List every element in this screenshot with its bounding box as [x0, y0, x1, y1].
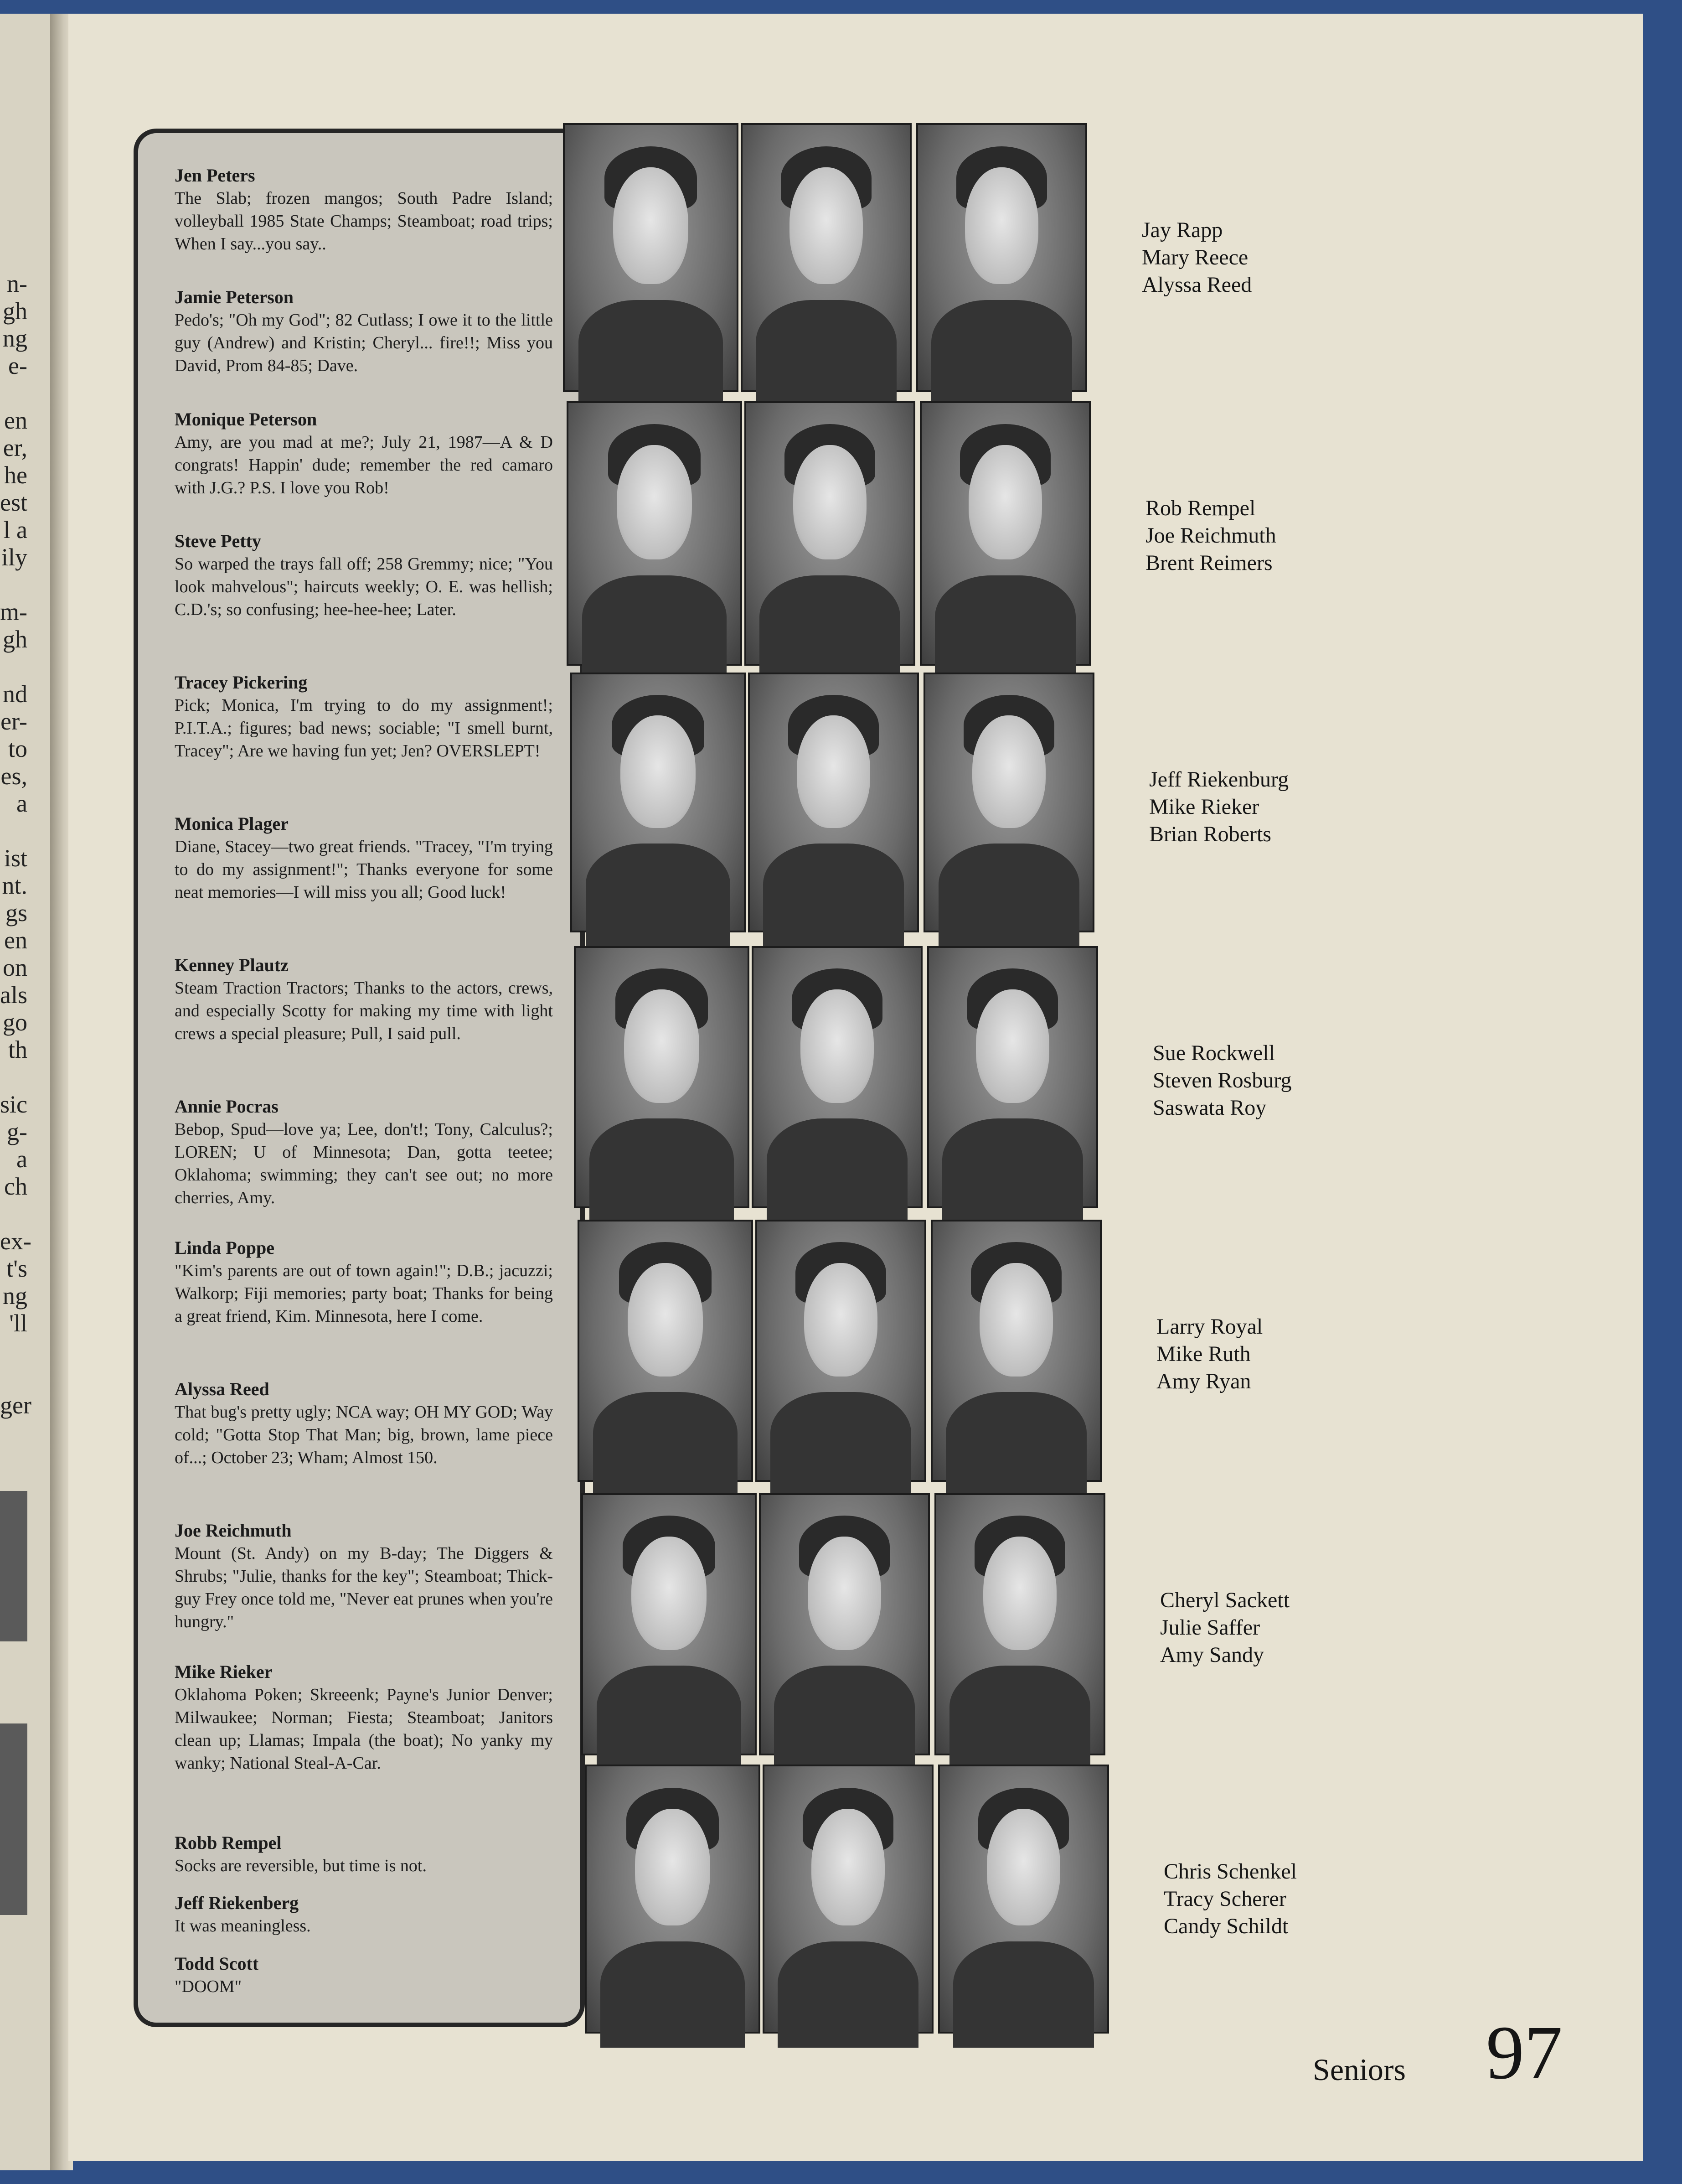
student-quote: Pedo's; "Oh my God"; 82 Cutlass; I owe it to the little guy (Andrew) and Kristin; Cheryl... fire!!; Miss you David, Prom 84-85; Dave. [175, 311, 553, 375]
facing-page-text-fragment: th [8, 1036, 27, 1063]
portrait-name: Jeff Riekenburg [1149, 767, 1289, 792]
facing-page-text-fragment: a [16, 1145, 27, 1173]
facing-page-text-fragment: l a [3, 516, 27, 543]
portrait-name: Mike Ruth [1156, 1342, 1251, 1366]
portrait-name: Cheryl Sackett [1160, 1588, 1290, 1612]
quote-entry [175, 1095, 553, 1209]
facing-page-text-fragment: e- [8, 352, 27, 379]
facing-page-text-fragment: er, [3, 434, 27, 461]
quote-entry [175, 813, 553, 904]
student-quote: Amy, are you mad at me?; July 21, 1987—A & D congrats! Happin' dude; remember the red camaro with J.G.? P.S. I love you Rob! [175, 433, 553, 497]
portrait-name: Alyssa Reed [1142, 273, 1252, 297]
student-name: Robb Rempel [175, 1832, 282, 1853]
page-number: 97 [1486, 2010, 1563, 2095]
student-name: Alyssa Reed [175, 1379, 269, 1399]
student-name: Annie Pocras [175, 1096, 279, 1117]
facing-page-text-fragment: es, [0, 762, 27, 790]
student-quote: It was meaningless. [175, 1916, 311, 1936]
facing-page-text-fragment: on [3, 954, 27, 981]
portrait-names [1164, 1858, 1297, 1940]
portrait-name: Mary Reece [1142, 245, 1249, 269]
section-label: Seniors [1313, 2052, 1406, 2087]
student-portrait [744, 401, 915, 666]
student-quote: So warped the trays fall off; 258 Gremmy; nice; "You look mahvelous"; haircuts weekly; O. E. was hellish; C.D.'s; so confusing; hee-hee-hee; Later. [175, 554, 553, 619]
student-portrait [755, 1220, 926, 1482]
quote-entry [175, 164, 553, 255]
facing-page-photo-fragment [0, 1491, 27, 1641]
student-portrait [570, 673, 746, 932]
portrait-name: Rob Rempel [1145, 496, 1256, 520]
portrait-name: Larry Royal [1156, 1315, 1263, 1339]
student-quote: Socks are reversible, but time is not. [175, 1856, 427, 1875]
student-name: Steve Petty [175, 531, 261, 551]
student-quote: Steam Traction Tractors; Thanks to the actors, crews, and especially Scotty for making my time with light crews a special pleasure; Pull, I said pull. [175, 978, 553, 1043]
portrait-name: Amy Ryan [1156, 1369, 1251, 1393]
student-portrait [934, 1493, 1105, 1755]
quote-entry [175, 530, 553, 621]
student-portrait [916, 123, 1087, 392]
portrait-name: Steven Rosburg [1153, 1068, 1292, 1092]
portrait-names [1149, 766, 1289, 848]
facing-page-text-fragment: he [4, 461, 27, 489]
facing-page-text-fragment: gh [3, 626, 27, 653]
student-name: Mike Rieker [175, 1661, 273, 1682]
student-portrait [567, 401, 742, 666]
senior-quotes-box [134, 129, 585, 2027]
student-portrait [931, 1220, 1102, 1482]
student-quote: That bug's pretty ugly; NCA way; OH MY GOD; Way cold; "Gotta Stop That Man; big, brown, lame piece of...; October 23; Wham; Almost 150. [175, 1403, 553, 1467]
yearbook-page [68, 14, 1643, 2161]
portrait-names [1145, 495, 1276, 577]
student-portrait [748, 673, 919, 932]
student-portrait [563, 123, 738, 392]
facing-page-text-fragment: est [0, 489, 27, 516]
portrait-name: Tracy Scherer [1164, 1887, 1286, 1911]
student-name: Joe Reichmuth [175, 1520, 292, 1541]
portrait-name: Brian Roberts [1149, 822, 1271, 846]
facing-page-text-fragment: gh [3, 297, 27, 325]
facing-page-text-fragment: to [8, 735, 27, 762]
facing-page-text-fragment: ch [4, 1173, 27, 1200]
quote-entry [175, 1892, 553, 1937]
student-portrait [585, 1765, 760, 2034]
facing-page-text-fragment: n- [7, 270, 27, 297]
quote-entry [175, 1832, 553, 1877]
student-name: Monique Peterson [175, 409, 317, 430]
facing-page-text-fragment: als [0, 981, 27, 1009]
portrait-name: Amy Sandy [1160, 1643, 1264, 1667]
student-quote: Pick; Monica, I'm trying to do my assignment!; P.I.T.A.; figures; bad news; sociable; "I smell burnt, Tracey"; Are we having fun yet; Jen? OVERSLEPT! [175, 696, 553, 761]
facing-page-text-fragment: ger [0, 1392, 31, 1419]
facing-page-text-fragment: ist [4, 844, 27, 872]
student-name: Tracey Pickering [175, 672, 308, 693]
facing-page-text-fragment: m- [0, 598, 27, 626]
portrait-names [1153, 1040, 1291, 1122]
facing-page-text-fragment: 'll [9, 1309, 27, 1337]
facing-page-text-fragment: sic [0, 1091, 27, 1118]
quote-entry [175, 1952, 553, 1998]
student-portrait [752, 946, 923, 1208]
quote-entry [175, 1519, 553, 1633]
facing-page-text-fragment: ex- [0, 1227, 31, 1255]
student-quote: Diane, Stacey—two great friends. "Tracey, "I'm trying to do my assignment!"; Thanks everyone for some neat memories—I will miss you all; Good luck! [175, 837, 553, 902]
student-quote: The Slab; frozen mangos; South Padre Island; volleyball 1985 State Champs; Steamboat; road trips; When I say...you say.. [175, 189, 553, 254]
facing-page-text-fragment: ily [1, 543, 27, 571]
quote-entry [175, 1237, 553, 1328]
student-quote: "Kim's parents are out of town again!"; D.B.; jacuzzi; Walkorp; Fiji memories; party boat; Thanks for being a great friend, Kim. Minnesota, here I come. [175, 1261, 553, 1326]
student-portrait [924, 673, 1094, 932]
quote-entry [175, 671, 553, 762]
student-portrait [578, 1220, 753, 1482]
student-name: Jen Peters [175, 165, 255, 186]
student-portrait [920, 401, 1091, 666]
student-portrait [938, 1765, 1109, 2034]
student-portrait [763, 1765, 934, 2034]
student-portrait [759, 1493, 930, 1755]
student-quote: Bebop, Spud—love ya; Lee, don't!; Tony, Calculus?; LOREN; U of Minnesota; Dan, gotta teetee; Oklahoma; swimming; they can't see out; no more cherries, Amy. [175, 1120, 553, 1207]
student-portrait [581, 1493, 757, 1755]
portrait-names [1156, 1313, 1263, 1395]
student-name: Jeff Riekenberg [175, 1893, 299, 1913]
portrait-names [1142, 217, 1252, 299]
portrait-names [1160, 1587, 1290, 1669]
portrait-name: Mike Rieker [1149, 795, 1259, 819]
facing-page-text-fragment: g- [7, 1118, 27, 1145]
facing-page-text-fragment: ng [3, 325, 27, 352]
student-name: Todd Scott [175, 1953, 259, 1974]
student-quote: Mount (St. Andy) on my B-day; The Diggers & Shrubs; "Julie, thanks for the key"; Steamboat; Thick-guy Frey once told me, "Never eat prunes when you're hungry." [175, 1544, 553, 1631]
student-quote: Oklahoma Poken; Skreeenk; Payne's Junior Denver; Milwaukee; Norman; Fiesta; Steamboat; Janitors clean up; Llamas; Impala (the boat); No yanky my wanky; National Steal-A-Car. [175, 1685, 553, 1773]
facing-page-text-fragment: a [16, 790, 27, 817]
facing-page-text-fragment: nt. [2, 872, 27, 899]
quote-entry [175, 286, 553, 377]
facing-page-text-fragment: nd [3, 680, 27, 708]
student-name: Linda Poppe [175, 1237, 274, 1258]
student-portrait [741, 123, 912, 392]
facing-page-text-fragment: en [4, 407, 27, 434]
portrait-name: Chris Schenkel [1164, 1859, 1297, 1884]
portrait-name: Brent Reimers [1145, 551, 1273, 575]
student-name: Jamie Peterson [175, 287, 294, 307]
facing-page-text-fragment: er- [0, 708, 27, 735]
quote-entry [175, 408, 553, 499]
facing-page-text-fragment: en [4, 926, 27, 954]
facing-page-text-fragment: t's [6, 1255, 27, 1282]
student-portrait [574, 946, 749, 1208]
facing-page-photo-fragment [0, 1723, 27, 1915]
portrait-name: Julie Saffer [1160, 1615, 1260, 1640]
facing-page-edge [0, 14, 55, 2170]
facing-page-text-fragment: gs [5, 899, 27, 926]
quote-entry [175, 1378, 553, 1469]
quote-entry [175, 954, 553, 1045]
student-quote: "DOOM" [175, 1977, 242, 1996]
portrait-name: Jay Rapp [1142, 218, 1223, 242]
portrait-name: Joe Reichmuth [1145, 523, 1276, 548]
facing-page-text-fragment: ng [3, 1282, 27, 1309]
student-name: Monica Plager [175, 813, 289, 834]
student-portrait [927, 946, 1098, 1208]
portrait-name: Sue Rockwell [1153, 1041, 1275, 1065]
facing-page-text-fragment: go [3, 1009, 27, 1036]
student-name: Kenney Plautz [175, 955, 289, 975]
portrait-name: Candy Schildt [1164, 1914, 1289, 1938]
portrait-name: Saswata Roy [1153, 1096, 1267, 1120]
quote-entry [175, 1661, 553, 1775]
